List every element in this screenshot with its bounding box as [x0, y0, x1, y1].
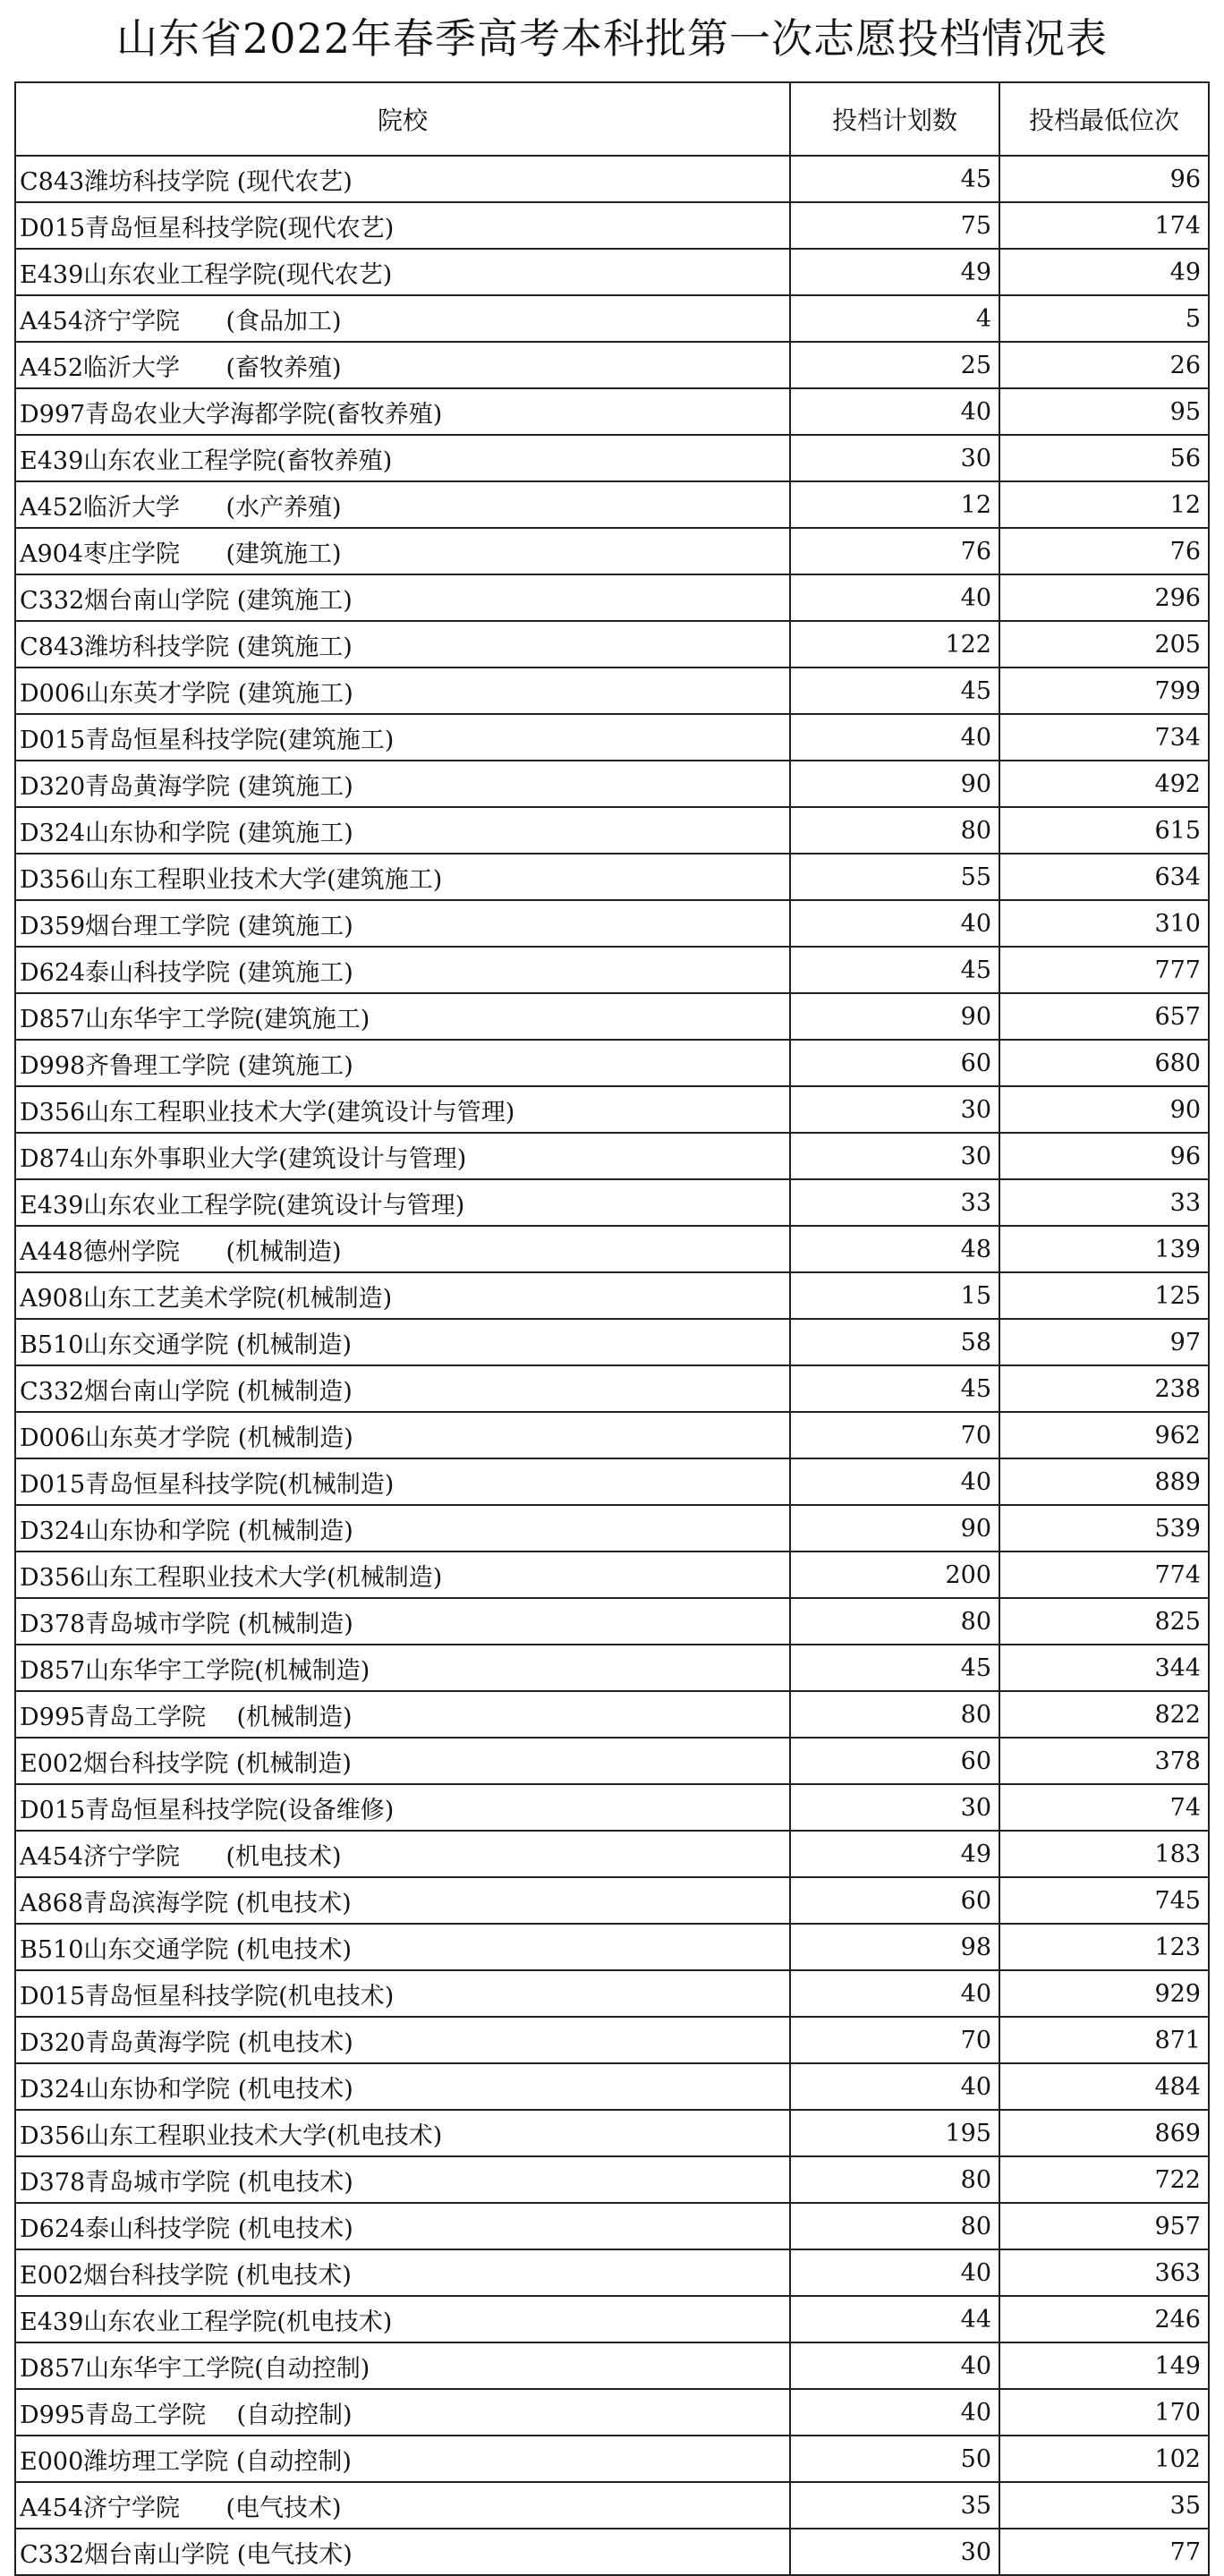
cell-plan: 35: [790, 2482, 999, 2529]
table-row: [15, 202, 1209, 249]
table-row: [15, 1226, 1209, 1272]
cell-school: A868青岛滨海学院 (机电技术): [15, 1877, 790, 1924]
cell-min-rank: 246: [999, 2296, 1209, 2342]
cell-plan: 75: [790, 202, 999, 249]
cell-plan: 40: [790, 714, 999, 761]
table-row: [15, 1040, 1209, 1086]
cell-min-rank: 889: [999, 1458, 1209, 1505]
cell-plan: 55: [790, 854, 999, 900]
cell-min-rank: 5: [999, 295, 1209, 342]
cell-min-rank: 822: [999, 1691, 1209, 1738]
cell-plan: 80: [790, 2156, 999, 2203]
table-row: [15, 1784, 1209, 1831]
cell-school: A908山东工艺美术学院(机械制造): [15, 1272, 790, 1319]
cell-min-rank: 962: [999, 1412, 1209, 1458]
cell-min-rank: 745: [999, 1877, 1209, 1924]
table-row: [15, 481, 1209, 528]
cell-min-rank: 76: [999, 528, 1209, 574]
cell-min-rank: 97: [999, 1319, 1209, 1365]
cell-min-rank: 484: [999, 2063, 1209, 2110]
cell-plan: 25: [790, 342, 999, 388]
header-min-rank: 投档最低位次: [999, 82, 1209, 156]
cell-min-rank: 170: [999, 2389, 1209, 2436]
table-row: [15, 1505, 1209, 1552]
cell-school: E002烟台科技学院 (机电技术): [15, 2249, 790, 2296]
cell-plan: 30: [790, 2529, 999, 2575]
table-row: [15, 2156, 1209, 2203]
cell-plan: 70: [790, 2017, 999, 2063]
table-row: [15, 2436, 1209, 2482]
cell-school: D378青岛城市学院 (机电技术): [15, 2156, 790, 2203]
table-row: [15, 1133, 1209, 1179]
table-row: [15, 156, 1209, 202]
cell-plan: 90: [790, 1505, 999, 1552]
cell-school: D997青岛农业大学海都学院(畜牧养殖): [15, 388, 790, 435]
cell-school: D874山东外事职业大学(建筑设计与管理): [15, 1133, 790, 1179]
admission-table: [14, 81, 1210, 2576]
cell-school: A454济宁学院 (食品加工): [15, 295, 790, 342]
cell-plan: 80: [790, 2203, 999, 2249]
table-row: [15, 2017, 1209, 2063]
cell-school: C332烟台南山学院 (建筑施工): [15, 574, 790, 621]
cell-school: E439山东农业工程学院(机电技术): [15, 2296, 790, 2342]
table-row: [15, 342, 1209, 388]
table-row: [15, 1272, 1209, 1319]
table-row: [15, 1924, 1209, 1970]
cell-plan: 40: [790, 2389, 999, 2436]
table-row: [15, 1179, 1209, 1226]
cell-min-rank: 139: [999, 1226, 1209, 1272]
table-row: [15, 947, 1209, 993]
cell-min-rank: 149: [999, 2342, 1209, 2389]
cell-plan: 45: [790, 156, 999, 202]
cell-min-rank: 238: [999, 1365, 1209, 1412]
cell-min-rank: 871: [999, 2017, 1209, 2063]
cell-school: D857山东华宇工学院(自动控制): [15, 2342, 790, 2389]
cell-min-rank: 657: [999, 993, 1209, 1040]
table-row: [15, 714, 1209, 761]
cell-plan: 40: [790, 1458, 999, 1505]
table-row: [15, 2482, 1209, 2529]
cell-min-rank: 799: [999, 667, 1209, 714]
cell-plan: 90: [790, 761, 999, 807]
table-row: [15, 2063, 1209, 2110]
table-row: [15, 2389, 1209, 2436]
cell-school: D998齐鲁理工学院 (建筑施工): [15, 1040, 790, 1086]
cell-plan: 40: [790, 388, 999, 435]
cell-plan: 12: [790, 481, 999, 528]
table-row: [15, 1365, 1209, 1412]
header-school: 院校: [15, 82, 790, 156]
cell-min-rank: 95: [999, 388, 1209, 435]
cell-min-rank: 183: [999, 1831, 1209, 1877]
cell-min-rank: 123: [999, 1924, 1209, 1970]
cell-plan: 40: [790, 574, 999, 621]
cell-plan: 90: [790, 993, 999, 1040]
table-row: [15, 900, 1209, 947]
cell-school: D006山东英才学院 (机械制造): [15, 1412, 790, 1458]
cell-school: D324山东协和学院 (机械制造): [15, 1505, 790, 1552]
cell-min-rank: 125: [999, 1272, 1209, 1319]
cell-plan: 195: [790, 2110, 999, 2156]
cell-min-rank: 734: [999, 714, 1209, 761]
table-row: [15, 435, 1209, 481]
cell-school: D857山东华宇工学院(机械制造): [15, 1645, 790, 1691]
cell-min-rank: 102: [999, 2436, 1209, 2482]
cell-school: D320青岛黄海学院 (建筑施工): [15, 761, 790, 807]
table-row: [15, 807, 1209, 854]
cell-school: D015青岛恒星科技学院(机械制造): [15, 1458, 790, 1505]
cell-min-rank: 96: [999, 156, 1209, 202]
cell-plan: 30: [790, 1086, 999, 1133]
cell-min-rank: 774: [999, 1552, 1209, 1598]
table-row: [15, 1598, 1209, 1645]
table-row: [15, 1552, 1209, 1598]
cell-school: D006山东英才学院 (建筑施工): [15, 667, 790, 714]
cell-school: D857山东华宇工学院(建筑施工): [15, 993, 790, 1040]
cell-min-rank: 869: [999, 2110, 1209, 2156]
cell-plan: 40: [790, 900, 999, 947]
cell-school: C332烟台南山学院 (机械制造): [15, 1365, 790, 1412]
table-row: [15, 295, 1209, 342]
cell-plan: 200: [790, 1552, 999, 1598]
table-row: [15, 249, 1209, 295]
cell-min-rank: 378: [999, 1738, 1209, 1784]
cell-school: D378青岛城市学院 (机械制造): [15, 1598, 790, 1645]
cell-school: E002烟台科技学院 (机械制造): [15, 1738, 790, 1784]
cell-school: E439山东农业工程学院(畜牧养殖): [15, 435, 790, 481]
cell-plan: 45: [790, 947, 999, 993]
cell-school: D995青岛工学院 (自动控制): [15, 2389, 790, 2436]
cell-min-rank: 363: [999, 2249, 1209, 2296]
table-row: [15, 1831, 1209, 1877]
cell-min-rank: 680: [999, 1040, 1209, 1086]
cell-plan: 40: [790, 2342, 999, 2389]
cell-min-rank: 49: [999, 249, 1209, 295]
cell-school: D324山东协和学院 (机电技术): [15, 2063, 790, 2110]
cell-plan: 30: [790, 1784, 999, 1831]
header-plan: 投档计划数: [790, 82, 999, 156]
cell-min-rank: 12: [999, 481, 1209, 528]
cell-school: D624泰山科技学院 (机电技术): [15, 2203, 790, 2249]
cell-min-rank: 634: [999, 854, 1209, 900]
cell-plan: 50: [790, 2436, 999, 2482]
cell-min-rank: 74: [999, 1784, 1209, 1831]
cell-plan: 40: [790, 2249, 999, 2296]
cell-plan: 44: [790, 2296, 999, 2342]
cell-school: D624泰山科技学院 (建筑施工): [15, 947, 790, 993]
table-row: [15, 1691, 1209, 1738]
cell-plan: 48: [790, 1226, 999, 1272]
cell-min-rank: 205: [999, 621, 1209, 667]
table-row: [15, 1458, 1209, 1505]
cell-school: C843潍坊科技学院 (现代农艺): [15, 156, 790, 202]
cell-min-rank: 777: [999, 947, 1209, 993]
cell-plan: 30: [790, 1133, 999, 1179]
cell-school: D995青岛工学院 (机械制造): [15, 1691, 790, 1738]
cell-min-rank: 33: [999, 1179, 1209, 1226]
table-row: [15, 621, 1209, 667]
table-row: [15, 2342, 1209, 2389]
cell-school: A448德州学院 (机械制造): [15, 1226, 790, 1272]
cell-school: D015青岛恒星科技学院(现代农艺): [15, 202, 790, 249]
cell-plan: 30: [790, 435, 999, 481]
table-row: [15, 854, 1209, 900]
page-title: 山东省2022年春季高考本科批第一次志愿投档情况表: [115, 14, 1109, 63]
cell-plan: 45: [790, 1365, 999, 1412]
cell-school: D359烟台理工学院 (建筑施工): [15, 900, 790, 947]
cell-plan: 60: [790, 1877, 999, 1924]
table-row: [15, 1086, 1209, 1133]
table-row: [15, 2296, 1209, 2342]
table-row: [15, 1412, 1209, 1458]
cell-school: D356山东工程职业技术大学(机电技术): [15, 2110, 790, 2156]
cell-school: A454济宁学院 (电气技术): [15, 2482, 790, 2529]
table-row: [15, 574, 1209, 621]
table-row: [15, 1877, 1209, 1924]
cell-school: D015青岛恒星科技学院(设备维修): [15, 1784, 790, 1831]
cell-school: E439山东农业工程学院(建筑设计与管理): [15, 1179, 790, 1226]
cell-plan: 40: [790, 2063, 999, 2110]
table-row: [15, 761, 1209, 807]
cell-school: D356山东工程职业技术大学(机械制造): [15, 1552, 790, 1598]
cell-school: D015青岛恒星科技学院(建筑施工): [15, 714, 790, 761]
cell-school: A904枣庄学院 (建筑施工): [15, 528, 790, 574]
table-row: [15, 667, 1209, 714]
cell-plan: 58: [790, 1319, 999, 1365]
cell-plan: 98: [790, 1924, 999, 1970]
cell-min-rank: 722: [999, 2156, 1209, 2203]
cell-min-rank: 96: [999, 1133, 1209, 1179]
cell-plan: 80: [790, 807, 999, 854]
cell-school: D320青岛黄海学院 (机电技术): [15, 2017, 790, 2063]
table-row: [15, 1970, 1209, 2017]
cell-plan: 49: [790, 1831, 999, 1877]
cell-min-rank: 615: [999, 807, 1209, 854]
table-row: [15, 1738, 1209, 1784]
cell-plan: 49: [790, 249, 999, 295]
cell-min-rank: 957: [999, 2203, 1209, 2249]
cell-plan: 33: [790, 1179, 999, 1226]
cell-min-rank: 310: [999, 900, 1209, 947]
cell-min-rank: 539: [999, 1505, 1209, 1552]
cell-plan: 4: [790, 295, 999, 342]
cell-school: D356山东工程职业技术大学(建筑施工): [15, 854, 790, 900]
cell-school: B510山东交通学院 (机械制造): [15, 1319, 790, 1365]
cell-min-rank: 492: [999, 761, 1209, 807]
cell-min-rank: 929: [999, 1970, 1209, 2017]
cell-plan: 60: [790, 1040, 999, 1086]
table-row: [15, 528, 1209, 574]
cell-school: E439山东农业工程学院(现代农艺): [15, 249, 790, 295]
cell-min-rank: 174: [999, 202, 1209, 249]
cell-min-rank: 344: [999, 1645, 1209, 1691]
cell-plan: 80: [790, 1598, 999, 1645]
table-row: [15, 2203, 1209, 2249]
table-row: [15, 2249, 1209, 2296]
table-row: [15, 2110, 1209, 2156]
cell-plan: 45: [790, 1645, 999, 1691]
cell-plan: 122: [790, 621, 999, 667]
table-body: [15, 156, 1209, 2575]
cell-school: D356山东工程职业技术大学(建筑设计与管理): [15, 1086, 790, 1133]
cell-plan: 76: [790, 528, 999, 574]
cell-min-rank: 296: [999, 574, 1209, 621]
cell-plan: 80: [790, 1691, 999, 1738]
cell-plan: 60: [790, 1738, 999, 1784]
cell-plan: 70: [790, 1412, 999, 1458]
cell-school: C332烟台南山学院 (电气技术): [15, 2529, 790, 2575]
cell-school: D015青岛恒星科技学院(机电技术): [15, 1970, 790, 2017]
table-row: [15, 388, 1209, 435]
cell-plan: 45: [790, 667, 999, 714]
cell-school: C843潍坊科技学院 (建筑施工): [15, 621, 790, 667]
table-row: [15, 1645, 1209, 1691]
cell-min-rank: 35: [999, 2482, 1209, 2529]
cell-school: A454济宁学院 (机电技术): [15, 1831, 790, 1877]
cell-school: A452临沂大学 (水产养殖): [15, 481, 790, 528]
cell-min-rank: 56: [999, 435, 1209, 481]
cell-school: E000潍坊理工学院 (自动控制): [15, 2436, 790, 2482]
cell-plan: 40: [790, 1970, 999, 2017]
cell-school: B510山东交通学院 (机电技术): [15, 1924, 790, 1970]
table-row: [15, 2529, 1209, 2575]
cell-min-rank: 26: [999, 342, 1209, 388]
cell-min-rank: 825: [999, 1598, 1209, 1645]
cell-school: D324山东协和学院 (建筑施工): [15, 807, 790, 854]
cell-min-rank: 90: [999, 1086, 1209, 1133]
cell-school: A452临沂大学 (畜牧养殖): [15, 342, 790, 388]
table-header-row: [15, 82, 1209, 156]
cell-min-rank: 77: [999, 2529, 1209, 2575]
table-row: [15, 1319, 1209, 1365]
cell-plan: 15: [790, 1272, 999, 1319]
table-row: [15, 993, 1209, 1040]
